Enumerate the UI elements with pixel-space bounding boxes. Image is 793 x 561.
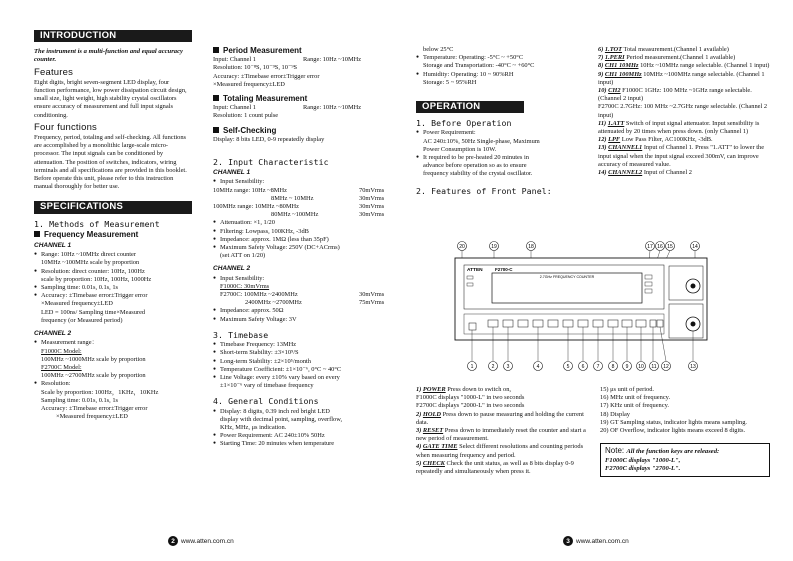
- key-name: 1.PERI: [604, 54, 625, 62]
- key-name: CH2: [608, 87, 621, 95]
- spec-item: F1000C: 30mVrms: [220, 282, 270, 290]
- callout-label: 9: [625, 363, 629, 370]
- key-number: 5): [416, 459, 423, 467]
- spec-item: 18) Display: [600, 410, 630, 418]
- key-channel2: [598, 169, 774, 177]
- spec-item: F2700C 2.7GHz: 100 MHz ~2.7GHz range selectable. (Channel 2 input): [598, 103, 768, 119]
- key-description: Select different resolutions and counting periods when measuring frequency and period.: [416, 443, 584, 459]
- key-name: CHANNEL2: [608, 169, 643, 177]
- spec-item: 2400MHz ~2700MHz: [245, 299, 302, 307]
- spec-item: Display: 8 bits LED, 0-9 repeatedly display: [213, 135, 325, 143]
- spec-row: [213, 211, 391, 219]
- key-name: LPF: [608, 136, 621, 144]
- key-description: Input of Channel 2: [642, 169, 692, 177]
- spec-item: Storage and Transportation: -40°C ~ +60°C: [423, 62, 535, 70]
- spec-item: display with decimal point, sampling, overflow,: [220, 415, 343, 423]
- spec-row: [213, 187, 391, 195]
- spec-item: ● Impedance: approx. 1MΩ (less than 35pF): [213, 236, 391, 244]
- spec-item: Range: 10Hz ~10MHz: [303, 56, 362, 64]
- spec-item: Input: Channel 1: [213, 104, 256, 112]
- spec-item: ● Humidity: Operating: 10 ~ 90%RH: [416, 71, 592, 79]
- spec-item: Storage: 5 ~ 95%RH: [423, 78, 477, 86]
- spec-item: ● Power Requirement:: [416, 129, 592, 137]
- spec-item: 10MHz ~100MHz scale by proportion: [41, 259, 140, 267]
- self-checking-title: Self-Checking: [213, 127, 391, 135]
- key-number: 9): [598, 70, 605, 78]
- spec-item: F2700C Model:: [41, 363, 82, 371]
- key-name: CHECK: [422, 459, 445, 467]
- spec-item: 8MHz ~ 10MHz: [271, 194, 314, 202]
- spec-item: ● It required to be pre-heated 20 minutes in: [416, 154, 592, 162]
- spec-item: Accuracy: ±Timebase error±Trigger error: [41, 404, 148, 412]
- power-button[interactable]: [469, 323, 476, 330]
- spec-item: 100MHz ~1000MHz scale by proportion: [41, 355, 146, 363]
- spec-item: 19) GT Sampling status, indicator lights means sampling.: [600, 418, 748, 426]
- timebase-heading: 3. Timebase: [213, 329, 269, 340]
- channel2-label: CHANNEL 2: [34, 330, 72, 338]
- input-characteristic-heading: 2. Input Characteristic: [213, 157, 329, 168]
- column-key-list: [598, 46, 774, 177]
- spec-item: Input: Channel 1: [213, 56, 256, 64]
- front-panel-diagram: [452, 240, 712, 375]
- spec-row: [213, 299, 391, 307]
- totaling-measurement-title: Totaling Measurement: [213, 95, 391, 103]
- spec-item: ● Temperature Coefficient: ±1×10⁻⁶, 0°C ~ 40°C: [213, 366, 391, 374]
- spec-item: ● Display: 8 digits, 0.39 inch red bright LED: [213, 408, 391, 416]
- key-number: 11): [598, 119, 608, 127]
- check-button[interactable]: [563, 320, 573, 327]
- column-specifications-continued: [213, 44, 391, 449]
- key-number: 8): [598, 62, 605, 70]
- key-description: F1000C 1GHz: 100 MHz ~1GHz range selectable. (Channel 2 input): [598, 87, 752, 103]
- key-description: Period measurement.(Channel 1 available): [624, 54, 736, 62]
- spec-item: 30mVrms: [359, 194, 385, 202]
- spec-item: frequency stability of the crystal oscillator.: [423, 170, 533, 178]
- channel2-label: CHANNEL 2: [213, 265, 251, 273]
- callout-label: 13: [690, 363, 696, 370]
- methods-heading: 1. Methods of Measurement: [34, 218, 160, 229]
- features-text: Eight digits, bright seven-segment LED display, four function performance, low power dissipation circuit design, small size, light weight, high stability crystal oscillators ensure accuracy of measurement and full input signals conditioning.: [34, 78, 187, 119]
- key-number: 14): [598, 169, 609, 177]
- key-number: 3): [416, 427, 423, 435]
- key-name: RESET: [422, 427, 444, 435]
- spec-item: ● Sampling time: 0.01s, 0.1s, 1s: [34, 284, 192, 292]
- key-name: CH1 100MHz: [604, 70, 642, 78]
- key-number: 10): [598, 87, 609, 95]
- spec-item: (set ATT on 1/20): [220, 252, 266, 260]
- spec-item: 75mVrms: [359, 299, 385, 307]
- spec-item: ● Resolution:: [34, 380, 192, 388]
- channel1-label: CHANNEL 1: [34, 242, 72, 250]
- channel1-connector-center: [691, 284, 696, 289]
- key-ch1-100mhz: [598, 71, 774, 87]
- model-label: F2700-C: [495, 267, 513, 272]
- spec-item: F1000C Model:: [41, 347, 82, 355]
- footer-url[interactable]: www.atten.com.cn: [576, 537, 629, 545]
- spec-item: ×Measured frequency±LED: [56, 413, 128, 421]
- key-name: GATE TIME: [422, 443, 458, 451]
- spec-item: ● Maximum Safety Voltage: 250V (DC+ACrms): [213, 244, 391, 252]
- key-reset: [416, 427, 592, 443]
- key-number: 7): [598, 54, 605, 62]
- callout-label: 2: [491, 363, 495, 370]
- key-check: [416, 460, 592, 476]
- spec-item: ● Measurement range：: [34, 339, 192, 347]
- key-descriptions-left: [416, 386, 592, 476]
- spec-item: ● Long-term Stability: ±2×10⁵/month: [213, 358, 391, 366]
- spec-item: ● Resolution: direct counter: 10Hz, 100Hz: [34, 268, 192, 276]
- spec-item: ×Measured frequency±LED: [213, 80, 285, 88]
- spec-item: 30mVrms: [359, 211, 385, 219]
- spec-item: scale by proportion: 10Hz, 100Hz, 1000Hz: [41, 275, 152, 283]
- spec-item: ● Accuracy: ±Timebase error±Trigger error: [34, 292, 192, 300]
- page-number: 2: [168, 536, 178, 546]
- spec-row: [213, 104, 391, 112]
- key-number: 6): [598, 46, 605, 53]
- spec-item: ● Impedance: approx. 50Ω: [213, 307, 391, 315]
- spec-item: 30mVrms: [359, 203, 385, 211]
- hold-button[interactable]: [488, 320, 498, 327]
- features-title: Features: [34, 66, 74, 78]
- spec-item: ● Temperature: Operating: -5°C ~ +50°C: [416, 54, 592, 62]
- spec-item: F2700C displays "2000-L" in two seconds: [416, 402, 525, 410]
- column-introduction: [34, 30, 192, 421]
- operation-header: OPERATION: [416, 101, 524, 113]
- spec-item: ● Maximum Safety Voltage: 3V: [213, 316, 391, 324]
- spec-row: [213, 203, 391, 211]
- spec-item: 16) MHz unit of frequency.: [600, 394, 671, 402]
- callout-label: 10: [638, 363, 644, 370]
- key-power: [416, 386, 592, 394]
- frequency-measurement-title: Frequency Measurement: [34, 231, 192, 239]
- before-operation-heading: 1. Before Operation: [416, 118, 512, 129]
- spec-item: 17) KHz unit of frequency.: [600, 402, 669, 410]
- note-box: [600, 443, 770, 477]
- key-lpf: [598, 136, 774, 144]
- ch1-10mhz-button[interactable]: [608, 320, 618, 327]
- spec-item: ● Attenuation: ×1, 1/20: [213, 219, 391, 227]
- spec-item: 80MHz ~100MHz: [271, 211, 319, 219]
- callout-label: 17: [647, 243, 653, 250]
- spec-item: 20) OF Overflow, indicator lights means exceed 8 digits.: [600, 427, 746, 435]
- key-description: 10Hz ~10MHz range selectable. (Channel 1 input): [638, 62, 770, 70]
- key-description: Press down to pause measuring and holding the current data.: [416, 410, 584, 426]
- key-hold: [416, 411, 592, 427]
- callout-label: 19: [491, 243, 497, 250]
- spec-item: Power Consumption is 10W.: [423, 145, 497, 153]
- functions-text: Frequency, period, totaling and self-checking. All functions are accomplished by a monolithic large-scale micro-processor. The input signals can be conditioned by attenuation. The position of switches, indicators, wiring terminals and all specifications are provided in this booklet. Before operate this unit, please refer to this instruction manual thoroughly for better use.: [34, 134, 187, 191]
- key-description: Switch of input signal attenuator. Input sensibility is attenuated by 20 times when press down. (only Channel 1): [598, 119, 760, 136]
- spec-item: 70mVrms: [359, 186, 385, 194]
- key-name: CH1 10MHz: [604, 62, 639, 70]
- key-name: 1.ATT: [607, 119, 625, 127]
- callout-label: 6: [581, 363, 585, 370]
- att-button[interactable]: [650, 320, 656, 327]
- spec-item: ● Starting Time: 20 minutes when temperature: [213, 440, 391, 448]
- spec-item: ×Measured frequency±LED: [41, 300, 113, 308]
- spec-item: ● Range: 10Hz ~10MHz direct counter: [34, 251, 192, 259]
- key-description: Low Pass Filter, AC100KHz, -3dB.: [620, 136, 713, 144]
- callout-label: 18: [528, 243, 534, 250]
- callout-label: 11: [651, 363, 657, 370]
- intro-lead: The instrument is a multi-function and equal accuracy counter.: [34, 48, 183, 64]
- spec-row: [213, 291, 391, 299]
- spec-item: below 25°C: [423, 46, 454, 53]
- callout-label: 5: [566, 363, 570, 370]
- footer-url[interactable]: www.atten.com.cn: [181, 537, 234, 545]
- period-measurement-title: Period Measurement: [213, 47, 391, 55]
- key-tot: [598, 46, 774, 54]
- reset-button[interactable]: [503, 320, 513, 327]
- display-caption: 2.7GHz FREQUENCY COUNTER: [539, 275, 595, 279]
- callout-label: 16: [657, 243, 663, 250]
- spec-item: Resolution: 1 count pulse: [213, 112, 279, 120]
- key-description: Check the unit status, as well as 8 bits display 0-9 repeatedly and simultaneously when press it.: [416, 459, 574, 476]
- spec-item: Scale by proportion: 100Hz，1KHz，10KHz: [41, 388, 159, 396]
- callout-label: 12: [663, 363, 669, 370]
- indicator-mhz: [645, 275, 652, 279]
- callout-label: 4: [536, 363, 540, 370]
- note-text: F1000C displays "1000-L",: [605, 456, 681, 464]
- key-description: Press down to switch on,: [445, 386, 511, 393]
- gate-time-button[interactable]: [518, 320, 528, 327]
- callout-label: 14: [692, 243, 698, 250]
- indicator-gt: [467, 276, 473, 279]
- callout-label: 15: [667, 243, 673, 250]
- key-description: Input of Channel 1. Press "1.ATT" to lower the input signal when the input signal exceed 300mV, can improve accuracy of measured value.: [598, 144, 765, 168]
- functions-title: Four functions: [34, 121, 97, 133]
- introduction-header: INTRODUCTION: [34, 30, 192, 42]
- key-number: 13): [598, 144, 609, 152]
- key-gate-time: [416, 443, 592, 459]
- spec-item: 100MHz ~2700MHz scale by proportion: [41, 372, 146, 380]
- spec-item: frequency (or Measured period): [41, 316, 123, 324]
- spec-item: advance before operation so as to ensure: [423, 162, 527, 170]
- ch1-100mhz-button[interactable]: [622, 320, 632, 327]
- key-name: 1.TOT: [604, 46, 623, 53]
- indicator-of: [467, 283, 473, 286]
- spec-item: AC 240±10%, 50Hz Single-phase, Maximum: [423, 137, 540, 145]
- spec-row: [213, 56, 391, 64]
- note-text: All the function keys are released:: [626, 448, 720, 456]
- indicator-us: [645, 289, 652, 293]
- spec-item: F2700C: 100MHz ~2400MHz: [220, 291, 298, 299]
- footer-right: [563, 536, 629, 546]
- peri-button[interactable]: [593, 320, 603, 327]
- brand-logo: ATTEN: [467, 268, 483, 273]
- key-descriptions-right: [600, 386, 770, 477]
- spec-item: ● Power Requirement: AC 240±10% 50Hz: [213, 432, 391, 440]
- callout-label: 7: [596, 363, 600, 370]
- key-description: 10MHz ~100MHz range selectable. (Channel 1 input): [598, 70, 765, 86]
- spec-item: F1000C displays "1000-L" in two seconds: [416, 394, 525, 402]
- spec-item: ● Short-term Stability: ±3×10⁹/S: [213, 349, 391, 357]
- ch2-button[interactable]: [636, 320, 646, 327]
- key-description: Press down to immediately reset the counter and start a new period of measurement.: [416, 427, 586, 443]
- general-conditions-heading: 4. General Conditions: [213, 396, 319, 407]
- gate-time-button[interactable]: [548, 320, 558, 327]
- key-number: 2): [416, 410, 423, 418]
- note-label: Note:: [605, 446, 627, 456]
- spec-item: 10MHz range: 10Hz ~8MHz: [213, 186, 287, 194]
- lpf-button[interactable]: [657, 320, 663, 327]
- spec-item: ● Line Voltage: every ±10% vary based on every: [213, 374, 391, 382]
- indicator-khz: [645, 282, 652, 286]
- spec-item: 15) μs unit of period.: [600, 386, 655, 393]
- callout-label: 3: [506, 363, 510, 370]
- key-peri: [598, 54, 774, 62]
- key-number: 1): [416, 386, 423, 393]
- channel2-connector-center: [691, 322, 696, 327]
- footer-left: [168, 536, 234, 546]
- key-ch1-10mhz: [598, 62, 774, 70]
- spec-item: 100MHz range: 10MHz ~80MHz: [213, 203, 299, 211]
- key-name: CHANNEL1: [608, 144, 643, 152]
- key-number: 12): [598, 136, 609, 144]
- note-text: F2700C displays "2700-L".: [605, 465, 681, 473]
- spec-item: ● Input Sensibility:: [213, 178, 391, 186]
- key-number: 4): [416, 443, 423, 451]
- spec-row: [213, 195, 391, 203]
- key-ch2: [598, 87, 774, 103]
- callout-label: 8: [611, 363, 615, 370]
- spec-item: ±1×10⁻⁶ vary of timebase frequency: [220, 382, 314, 390]
- spec-item: Accuracy: ±Timebase error±Trigger error: [213, 72, 320, 80]
- gate-time-button[interactable]: [533, 320, 543, 327]
- spec-item: ● Input Sensibility:: [213, 275, 391, 283]
- specifications-header: SPECIFICATIONS: [34, 201, 192, 213]
- spec-item: 30mVrms: [359, 291, 385, 299]
- front-panel-heading: 2. Features of Front Panel:: [416, 185, 552, 196]
- spec-item: Sampling time: 0.01s, 0.1s, 1s: [41, 396, 119, 404]
- spec-item: ● Timebase Frequency: 13MHz: [213, 341, 391, 349]
- spec-item: KHz, MHz, μs indication.: [220, 423, 287, 431]
- page-number: 3: [563, 536, 573, 546]
- spec-item: Range: 10Hz ~10MHz: [303, 104, 362, 112]
- spec-item: ● Filtering: Lowpass, 100KHz, -3dB: [213, 228, 391, 236]
- callout-label: 20: [459, 243, 465, 250]
- column-operation: [416, 46, 592, 197]
- key-channel1: [598, 144, 774, 169]
- tot-button[interactable]: [578, 320, 588, 327]
- spec-item: Resolution: 10⁻⁸S, 10⁻⁹S, 10⁻⁹S: [213, 64, 298, 72]
- key-name: HOLD: [422, 410, 442, 418]
- spec-item: LED = 100ns/ Sampling time×Measured: [41, 308, 146, 316]
- key-description: Total measurement.(Channel 1 available): [622, 46, 729, 53]
- channel1-label: CHANNEL 1: [213, 169, 251, 177]
- key-att: [598, 120, 774, 136]
- key-name: POWER: [422, 386, 446, 393]
- callout-label: 1: [470, 363, 474, 370]
